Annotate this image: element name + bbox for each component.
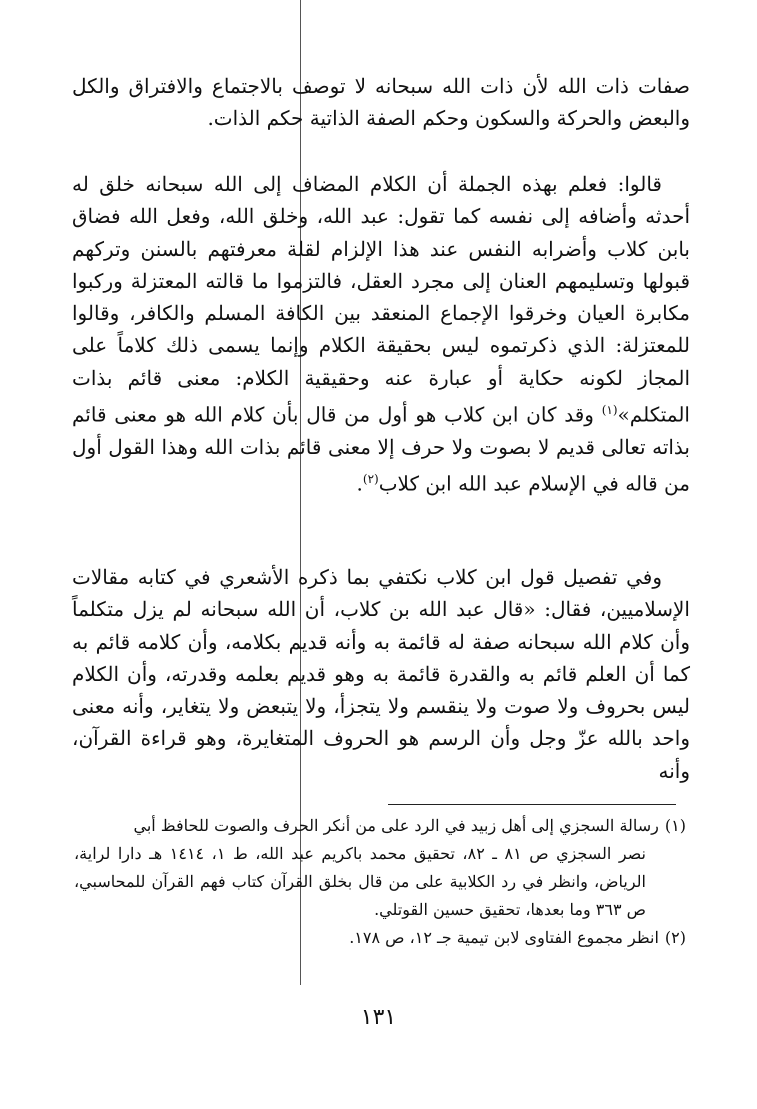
paragraph-2-text-b: وقد كان ابن كلاب هو أول من قال بأن كلام الله هو معنى قائم بذاته تعالى قديم لا بصوت ولا حرف إلا معنى قائم بذات الله وهذا القول أول من قاله في الإسلام عبد الله ابن كلاب (72, 402, 690, 496)
paragraph-3-text: وفي تفصيل قول ابن كلاب نكتفي بما ذكره الأشعري في كتابه مقالات الإسلاميين، فقال: «قال عبد الله بن كلاب، أن الله سبحانه لم يزل متكلماً وأن كلام الله سبحانه صفة له قائمة به وأنه قديم بكلامه، وأن كلامه قائم به كما أن العلم قائم به والقدرة قائمة به وهو قديم بعلمه وقدرته، وأن الكلام ليس بحروف ولا صوت ولا ينقسم ولا يتجزأ، ولا يتبعض ولا يتغاير، وأنه معنى واحد بالله عزّ وجل وأن الرسم هو الحروف المتغايرة، وهو قراءة القرآن، وأنه (72, 565, 690, 783)
paragraph-3 (72, 561, 690, 787)
footnote-ref-2[interactable]: (٢) (362, 472, 379, 487)
paragraph-2 (72, 168, 690, 500)
paragraph-2-text: قالوا: فعلم بهذه الجملة أن الكلام المضاف إلى الله سبحانه خلق له أحدثه وأضافه إلى نفسه كما تقول: عبد الله، وخلق الله، وفعل الله فضاق بابن كلاب وأضرابه النفس عند هذا الإلزام لقلة معرفتهم بالسنن وتركهم قبولها وتسليمهم العنان إلى مجرد العقل، فالتزموا ما قالته المعتزلة وركبوا مكابرة العيان وخرقوا الإجماع المنعقد بين الكافة المسلم والكافر، وقالوا للمعتزلة: الذي ذكرتموه ليس بحقيقة الكلام وإنما يسمى ذلك كلاماً على المجاز لكونه حكاية أو عبارة عنه وحقيقية الكلام: معنى قائم بذات المتكلم» (72, 172, 690, 427)
footnotes (74, 812, 686, 952)
footnote-1-line1: رسالة السجزي إلى أهل زبيد في الرد على من أنكر الحرف والصوت للحافظ أبي (133, 816, 659, 835)
footnote-2-line1: انظر مجموع الفتاوى لابن تيمية جـ ١٢، ص ١٧٨. (349, 928, 659, 947)
footnote-1-number: (١) (664, 816, 686, 835)
footnote-2-number: (٢) (664, 928, 686, 947)
footnote-ref-1[interactable]: (١) (601, 403, 618, 418)
paragraph-1 (72, 70, 690, 135)
paragraph-2-text-c: . (356, 471, 363, 496)
footnote-separator (388, 804, 676, 805)
paragraph-1-text: صفات ذات الله لأن ذات الله سبحانه لا توصف بالاجتماع والافتراق والكل والبعض والحركة والسكون وحكم الصفة الذاتية حكم الذات. (72, 74, 690, 131)
footnote-1-continuation (74, 840, 686, 924)
footnote-1 (74, 812, 686, 840)
footnote-1-rest: نصر السجزي ص ٨١ ـ ٨٢، تحقيق محمد باكريم عبد الله، ط ١، ١٤١٤ هـ دارا لراية، الرياض، وانظر في رد الكلابية على من قال بخلق القرآن كتاب فهم القرآن للمحاسبي، ص ٣٦٣ وما بعدها، تحقيق حسين القوتلي. (74, 844, 647, 919)
footnote-2 (74, 924, 686, 952)
page-number: ١٣١ (360, 1005, 397, 1030)
